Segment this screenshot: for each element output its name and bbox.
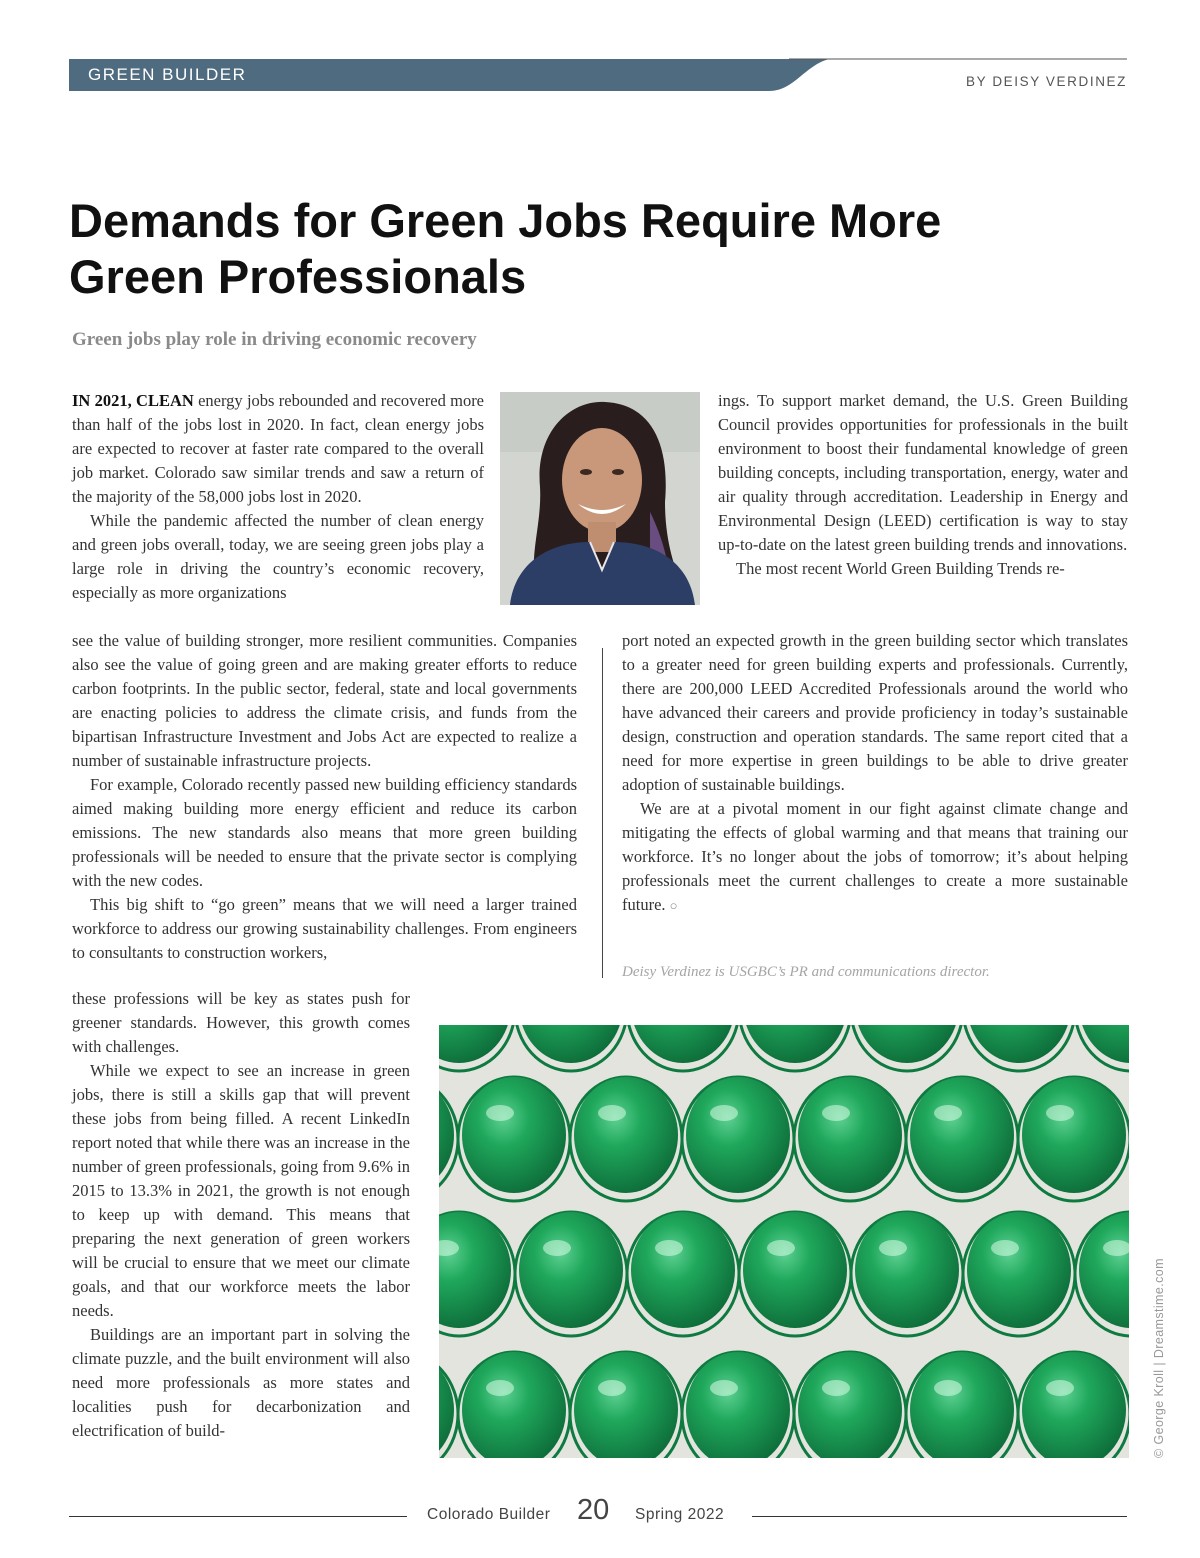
footer-issue: Spring 2022 — [635, 1506, 725, 1523]
paragraph-1: energy jobs rebounded and recovered more than half of the jobs lost in 2020. In fact, clean energy jobs are expected to recover at faster rate compared to the overall job market. Colorado saw similar trends and saw a return of the majority of the 58,000 jobs lost in 2020. — [72, 391, 485, 506]
paragraph-4b: these professions will be key as states push for greener standards. However, this growth comes with challenges. — [72, 989, 410, 1056]
paragraph-4a: This big shift to “go green” means that we will need a larger trained workforce to address our growing sustainability challenges. From engineers to consultants to construction workers, — [72, 895, 577, 962]
title-line-2: Green Professionals — [69, 250, 527, 303]
author-portrait — [500, 392, 700, 605]
hard-hat — [739, 1212, 851, 1336]
author-bio: Deisy Verdinez is USGBC’s PR and communications director. — [622, 964, 990, 980]
page-number: 20 — [577, 1494, 610, 1526]
hard-hat — [458, 1352, 570, 1458]
hard-hat — [682, 1077, 794, 1201]
hard-hat — [794, 1077, 906, 1201]
hard-hat — [1018, 1352, 1129, 1458]
photo-credit: © George Kroll | Dreamstime.com — [1152, 1258, 1166, 1458]
footer-rule-left — [69, 1516, 407, 1517]
column-divider — [602, 648, 603, 978]
column-1-middle — [72, 629, 577, 965]
footer-publication: Colorado Builder — [427, 1506, 551, 1523]
hard-hat — [851, 1212, 963, 1336]
footer-rule-right — [752, 1516, 1127, 1517]
paragraph-2a: While the pandemic affected the number of clean energy and green jobs overall, today, we are seeing green jobs play a large role in driving the country’s economic recovery, especially as more organizations — [72, 511, 484, 602]
paragraph-2b: see the value of building stronger, more resilient communities. Companies also see the value of going green and are making greater efforts to reduce carbon footprints. In the public sector, federal, state and local governments are enacting policies to address the climate crisis, and funds from the bipartisan Infrastructure Investment and Jobs Act are expected to realize a number of sustainable infrastructure projects. — [72, 631, 577, 770]
column-2-top — [718, 389, 1128, 581]
hard-hat — [570, 1352, 682, 1458]
hard-hat — [1018, 1077, 1129, 1201]
paragraph-5: While we expect to see an increase in green jobs, there is still a skills gap that will prevent these jobs from being filled. A recent LinkedIn report noted that while there was an increase in the number of green professionals, going from 9.6% in 2015 to 13.3% in 2021, the growth is not enough to keep up with demand. This means that preparing the next generation of green workers will be crucial to ensure that we meet our climate goals, and that our workforce meets the labor needs. — [72, 1061, 410, 1320]
paragraph-7: ings. To support market demand, the U.S. Green Building Council provides opportunities for professionals in the built environment to boost their fundamental knowledge of green building concepts, including transportation, energy, water and air quality through accreditation. Leadership in Energy and Environmental Design (LEED) certification is way to stay up-to-date on the latest green building trends and innovations. — [718, 391, 1128, 554]
hard-hat — [627, 1212, 739, 1336]
article-subtitle: Green jobs play role in driving economic recovery — [72, 329, 477, 350]
hard-hat — [906, 1352, 1018, 1458]
green-hard-hats-photo — [439, 1025, 1129, 1458]
end-mark-icon: ○ — [669, 898, 678, 913]
lead-in: IN 2021, CLEAN — [72, 391, 194, 410]
hard-hat — [963, 1212, 1075, 1336]
hard-hat — [458, 1077, 570, 1201]
paragraph-8b: port noted an expected growth in the green building sector which translates to a greater need for green building experts and professionals. Currently, there are 200,000 LEED Accredited Professionals around the world who have advanced their careers and provide proficiency in today’s sustainable design, construction and operation standards. The same report cited that a need for more expertise in green buildings to be able to drive greater adoption of sustainable buildings. — [622, 631, 1128, 794]
paragraph-8a: The most recent World Green Building Trends re- — [736, 559, 1065, 578]
paragraph-9: We are at a pivotal moment in our fight against climate change and mitigating the effects of global warming and that means that training our workforce. It’s no longer about the jobs of tomorrow; it’s about helping professionals meet the current challenges to create a more sustainable future. — [622, 799, 1128, 914]
paragraph-3: For example, Colorado recently passed new building efficiency standards aimed making building more energy efficient and reduce its carbon emissions. The new standards also means that more green building professionals will be needed to ensure that the private sector is complying with the new codes. — [72, 775, 577, 890]
hard-hat — [570, 1077, 682, 1201]
article-title — [69, 193, 1129, 305]
hard-hat — [515, 1212, 627, 1336]
hard-hat — [682, 1352, 794, 1458]
byline: BY DEISY VERDINEZ — [966, 74, 1127, 89]
column-2-main — [622, 629, 1128, 918]
title-line-1: Demands for Green Jobs Require More — [69, 194, 942, 247]
column-1-bottom — [72, 987, 410, 1443]
column-1-top — [72, 389, 484, 605]
hard-hat — [906, 1077, 1018, 1201]
hard-hat — [794, 1352, 906, 1458]
section-label: GREEN BUILDER — [88, 65, 247, 84]
paragraph-6: Buildings are an important part in solving the climate puzzle, and the built environment will also need more professionals as more states and localities push for decarbonization and electrification of build- — [72, 1325, 410, 1440]
